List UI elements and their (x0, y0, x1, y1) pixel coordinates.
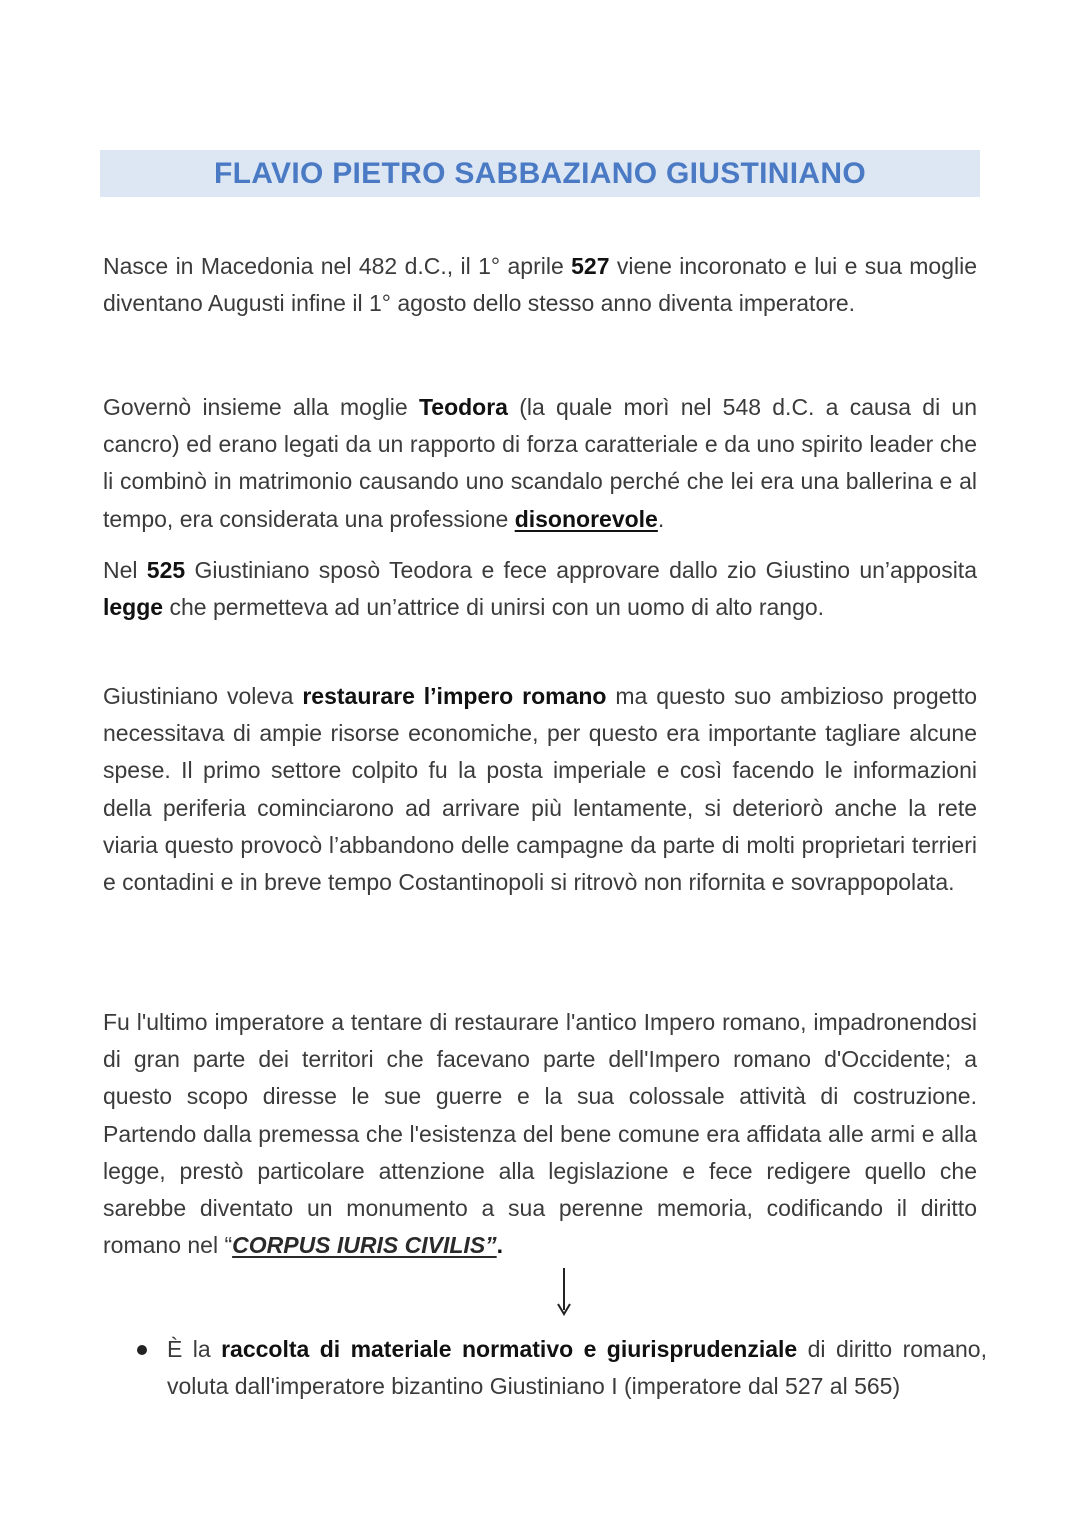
corpus-iuris-civilis: CORPUS IURIS CIVILIS” (232, 1232, 497, 1259)
text-span: Giustiniano voleva (103, 683, 303, 709)
text-span: ma questo suo ambizioso progetto necessitava di ampie risorse economiche, per questo era importante tagliare alcune spese. Il primo settore colpito fu la posta imperiale e così facendo le informazioni della periferia cominciarono ad arrivare più lentamente, si deteriorò anche la rete viaria questo provocò l’abbandono delle campagne da parte di molti proprietari terrieri e contadini e in breve tempo Costantinopoli si ritrovò non rifornita e sovrappopolata. (103, 683, 978, 896)
paragraph-teodora (103, 389, 977, 538)
text-span: di diritto romano, voluta dall'imperatore bizantino Giustiniano I (imperatore dal 527 al 565) (167, 1336, 987, 1400)
text-span: . (496, 1232, 504, 1259)
text-span: È la (167, 1336, 222, 1362)
text-span: che permetteva ad un’attrice di unirsi con un uomo di alto rango. (163, 594, 825, 621)
paragraph-restoration (103, 678, 977, 901)
bold-legge: legge (103, 594, 164, 621)
list-item (137, 1331, 987, 1405)
text-span: viene incoronato e lui e sua moglie diventano Augusti infine il 1° agosto dello stesso anno diventa imperatore. (103, 253, 977, 317)
document-title: FLAVIO PIETRO SABBAZIANO GIUSTINIANO (214, 156, 866, 190)
text-span: . (657, 505, 665, 532)
paragraph-birth (103, 248, 977, 322)
bold-year-527: 527 (571, 253, 610, 279)
text-span: Governò insieme alla moglie (103, 394, 419, 420)
bold-underlined-disonorevole: disonorevole (514, 505, 658, 532)
arrow-down-icon (556, 1268, 572, 1316)
text-span: (la quale morì nel 548 d.C. a causa di un cancro) ed erano legati da un rapporto di forza caratteriale e da uno spirito leader che li combinò in matrimonio causando uno scandalo perché che lei era una ballerina e al tempo, era considerata una professione (103, 394, 978, 532)
bold-raccolta: raccolta di materiale normativo e giurisprudenziale (221, 1336, 798, 1362)
bullet-text (167, 1331, 987, 1405)
bullet-dot-icon (137, 1345, 147, 1355)
bold-teodora: Teodora (418, 394, 508, 420)
title-banner (100, 150, 980, 197)
text-span: Fu l'ultimo imperatore a tentare di restaurare l'antico Impero romano, impadronendosi di gran parte dei territori che facevano parte dell'Impero romano d'Occidente; a questo scopo diresse le sue guerre e la sua colossale attività di costruzione. Partendo dalla premessa che l'esistenza del bene comune era affidata alle armi e alla legge, prestò particolare attenzione alla legislazione e fece redigere quello che sarebbe diventato un monumento a sua perenne memoria, codificando il diritto romano nel “ (103, 1009, 977, 1259)
paragraph-last-emperor (103, 1004, 977, 1264)
paragraph-marriage (103, 552, 977, 626)
text-span: Nasce in Macedonia nel 482 d.C., il 1° aprile (103, 253, 572, 279)
text-span: Nel (103, 557, 147, 583)
bold-restaurare-impero: restaurare l’impero romano (302, 683, 607, 709)
bold-year-525: 525 (146, 557, 186, 583)
text-span: Giustiniano sposò Teodora e fece approvare dallo zio Giustino un’apposita (185, 557, 977, 583)
